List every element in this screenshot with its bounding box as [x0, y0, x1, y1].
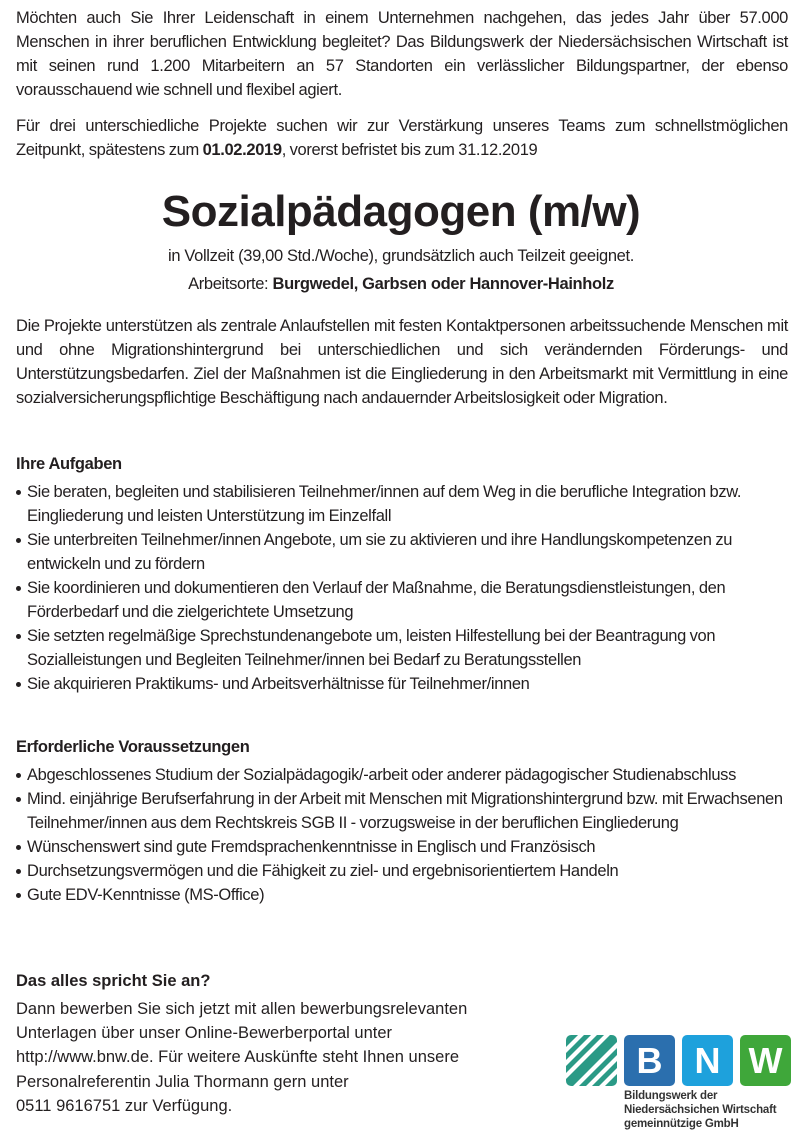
bnw-logo [566, 1035, 792, 1135]
org-name-line: Bildungswerk der [624, 1090, 718, 1102]
cta-heading: Das alles spricht Sie an? [16, 972, 211, 990]
tasks-heading: Ihre Aufgaben [16, 455, 122, 473]
org-name-line: gemeinnützige GmbH [624, 1118, 739, 1130]
list-item: Abgeschlossenes Studium der Sozialpädagogik/-arbeit oder anderer pädagogischer Studienabschluss [16, 763, 796, 787]
stripes-graphic [566, 1035, 617, 1086]
logo-letter-b: B [624, 1035, 675, 1086]
cta-line-phone: 0511 9616751 zur Verfügung. [16, 1096, 233, 1115]
tasks-list [16, 480, 796, 696]
intro-text-before-date: Für drei unterschiedliche Projekte suchen wir zur Verstärkung unseres Teams zum schnellstmöglichen Zeitpunkt, spätestens zum [16, 117, 788, 159]
cta-line: Dann bewerben Sie sich jetzt mit allen bewerbungsrelevanten [16, 1000, 468, 1018]
work-locations [0, 272, 802, 296]
logo-letter-n: N [682, 1035, 733, 1086]
list-item: Durchsetzungsvermögen und die Fähigkeit zu ziel- und ergebnisorientiertem Handeln [16, 859, 796, 883]
list-item: Mind. einjährige Berufserfahrung in der Arbeit mit Menschen mit Migrationshintergrund bzw. mit Erwachsenen Teilnehmer/innen aus dem Rechtskreis SGB II - vorzugsweise in der beruflichen Eingliederung [16, 787, 796, 835]
job-title: Sozialpädagogen (m/w) [161, 187, 641, 236]
requirements-heading: Erforderliche Voraussetzungen [16, 738, 250, 756]
start-date: 01.02.2019 [202, 141, 282, 159]
cta-line-website: http://www.bnw.de. Für weitere Auskünfte steht Ihnen unsere [16, 1048, 460, 1067]
list-item: Sie unterbreiten Teilnehmer/innen Angebote, um sie zu aktivieren und ihre Handlungskompetenzen zu entwickeln und zu fördern [16, 528, 796, 576]
requirements-list [16, 763, 796, 907]
org-name-line: Niedersächsichen Wirtschaft [624, 1104, 777, 1116]
diagonal-stripes-icon [566, 1035, 617, 1086]
list-item: Wünschenswert sind gute Fremdsprachenkenntnisse in Englisch und Französisch [16, 835, 796, 859]
intro-text-after-date: , vorerst befristet bis zum 31.12.2019 [281, 141, 538, 159]
project-description: Die Projekte unterstützen als zentrale Anlaufstellen mit festen Kontaktpersonen arbeitssuchende Menschen mit und ohne Migrationshintergrund bei unterschiedlichen und sich verändernden Förderungs- und Unterstützungsbedarfen. Ziel der Maßnahmen ist die Eingliederung in den Arbeitsmarkt mit Vermittlung in eine sozialversicherungspflichtige Beschäftigung nach andauernder Arbeitslosigkeit oder Migration. [16, 317, 788, 407]
list-item: Sie beraten, begleiten und stabilisieren Teilnehmer/innen auf dem Weg in die berufliche Integration bzw. Eingliederung und leisten Unterstützung im Einzelfall [16, 480, 796, 528]
application-info [16, 997, 536, 1118]
cta-line: Personalreferentin Julia Thormann gern unter [16, 1072, 349, 1091]
list-item: Sie koordinieren und dokumentieren den Verlauf der Maßnahme, die Beratungsdienstleistungen, den Förderbedarf und die zielgerichtete Umsetzung [16, 576, 796, 624]
list-item: Gute EDV-Kenntnisse (MS-Office) [16, 883, 796, 907]
employment-terms: in Vollzeit (39,00 Std./Woche), grundsätzlich auch Teilzeit geeignet. [168, 247, 634, 265]
intro-paragraph: Möchten auch Sie Ihrer Leidenschaft in einem Unternehmen nachgehen, das jedes Jahr über 57.000 Menschen in ihrer beruflichen Entwicklung begleitet? Das Bildungswerk der Niedersächsischen Wirtschaft ist mit seinen rund 1.200 Mitarbeitern an 57 Standorten ein verlässlicher Bildungspartner, der ebenso vorausschauend wie schnell und flexibel agiert. [16, 9, 788, 99]
cta-line: Unterlagen über unser Online-Bewerberportal unter [16, 1024, 393, 1043]
intro-paragraph-dates [16, 114, 788, 162]
locations-label: Arbeitsorte: [188, 275, 273, 293]
list-item: Sie setzten regelmäßige Sprechstundenangebote um, leisten Hilfestellung bei der Beantragung von Sozialleistungen und Begleiten Teilnehmer/innen bei Bedarf zu Beratungsstellen [16, 624, 796, 672]
logo-letter-w: W [740, 1035, 791, 1086]
locations-value: Burgwedel, Garbsen oder Hannover-Hainholz [272, 275, 614, 293]
list-item: Sie akquirieren Praktikums- und Arbeitsverhältnisse für Teilnehmer/innen [16, 672, 796, 696]
organization-name [624, 1089, 776, 1131]
